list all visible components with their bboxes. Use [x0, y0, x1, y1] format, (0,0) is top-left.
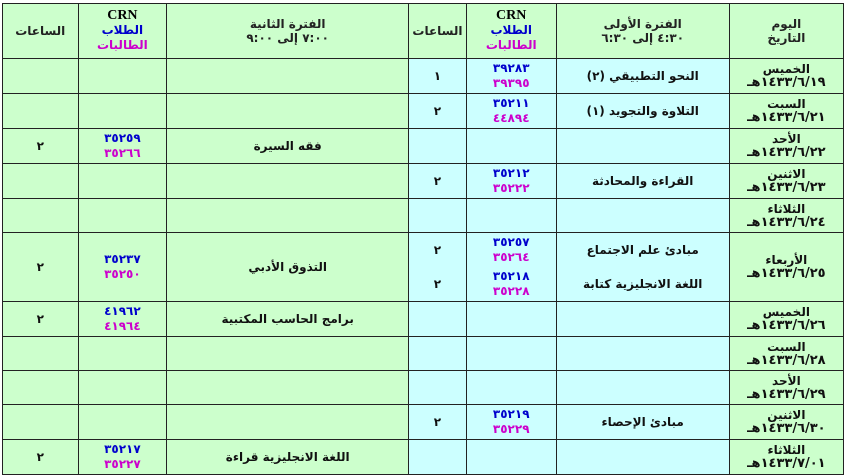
crn-pair: [79, 302, 167, 336]
day-date-cell: [729, 129, 843, 164]
p1-course-cell: [556, 302, 729, 337]
schedule-row: [3, 94, 844, 129]
course-name: فقه السيرة: [253, 139, 322, 153]
header-male-label: الطلاب: [490, 23, 532, 37]
course-name: مبادئ علم الاجتماع: [586, 243, 699, 257]
date-value: ١٤٣٣/٦/٢٦هـ: [747, 318, 826, 333]
p2-crn-cell: [78, 199, 167, 233]
p2-course-cell: [167, 405, 409, 440]
p1-crn-cell: [466, 129, 556, 164]
crn-pair: [467, 94, 556, 128]
p2-hours-cell: [3, 233, 79, 302]
p2-course-cell: [167, 337, 409, 371]
p1-crn-cell: [466, 233, 556, 302]
course-name: اللغة الانجليزية كتابة: [583, 277, 703, 291]
course-name: مبادئ الإحصاء: [601, 415, 684, 429]
day-date-cell: [729, 199, 843, 233]
credit-hours: ٢: [433, 243, 442, 257]
crn-female: ٣٥٢٢٨: [492, 284, 530, 298]
schedule-body: [3, 59, 844, 475]
header-period1-time: ٤:٣٠ إلى ٦:٣٠: [601, 31, 685, 45]
header-period1-title: الفترة الأولى: [603, 17, 682, 31]
p2-hours-cell: [3, 337, 79, 371]
day-name: الأربعاء: [765, 253, 808, 267]
day-date-cell: [729, 302, 843, 337]
schedule-row: [3, 371, 844, 405]
p1-course-cell: [556, 371, 729, 405]
header-crn-label: CRN: [107, 8, 138, 23]
crn-male: ٤١٩٦٢: [104, 304, 141, 318]
exam-schedule-table: [2, 3, 844, 475]
header-hours-label: الساعات: [15, 24, 66, 38]
p2-hours-cell: [3, 405, 79, 440]
p2-course-cell: [167, 199, 409, 233]
crn-female: ٣٥٢٥٠: [104, 267, 141, 281]
crn-male: ٣٥٢٣٧: [104, 252, 141, 266]
p1-hours-cell: [409, 94, 467, 129]
p1-course-cell: [556, 440, 729, 475]
crn-male: ٣٥٢١٨: [492, 269, 530, 283]
p2-crn-cell: [78, 302, 167, 337]
header-female-label: الطالبات: [96, 38, 148, 52]
header-day-date: [729, 4, 843, 59]
header-crn-label: CRN: [496, 8, 527, 23]
p2-course-cell: [167, 371, 409, 405]
p2-hours-cell: [3, 164, 79, 199]
crn-male: ٣٥٢٥٧: [492, 235, 530, 249]
crn-pair: [467, 59, 556, 93]
header-hours-1: [409, 4, 467, 59]
p2-crn-cell: [78, 371, 167, 405]
date-value: ١٤٣٣/٦/٢٨هـ: [747, 352, 826, 368]
p2-crn-cell: [78, 94, 167, 129]
crn-male: ٣٥٢١٧: [104, 442, 141, 456]
date-value: ١٤٣٣/٦/٢٢هـ: [747, 145, 826, 160]
crn-pair: [467, 267, 556, 301]
crn-male: ٣٩٢٨٣: [492, 61, 530, 75]
p2-crn-cell: [78, 59, 167, 94]
day-name: الخميس: [762, 62, 810, 76]
crn-female: ٣٥٢٢٩: [492, 422, 530, 436]
day-name: الثلاثاء: [767, 201, 806, 216]
day-name: الأحد: [772, 132, 801, 146]
crn-male: ٣٥٢١١: [492, 96, 530, 110]
p2-hours-cell: [3, 94, 79, 129]
p2-course-cell: [167, 59, 409, 94]
p1-course-cell: [556, 59, 729, 94]
p2-crn-cell: [78, 164, 167, 199]
crn-pair: [467, 405, 556, 439]
schedule-row: [3, 302, 844, 337]
day-date-cell: [729, 59, 843, 94]
p1-crn-cell: [466, 440, 556, 475]
p1-crn-cell: [466, 371, 556, 405]
p2-hours-cell: [3, 199, 79, 233]
crn-female: ٣٥٢٦٦: [104, 146, 141, 160]
p2-course-cell: [167, 164, 409, 199]
crn-pair: [79, 129, 167, 163]
crn-female: ٣٩٣٩٥: [492, 76, 530, 90]
schedule-row: [3, 233, 844, 302]
crn-male: ٣٥٢٥٩: [104, 131, 141, 145]
day-name: الاثنين: [767, 408, 806, 422]
day-date-cell: [729, 440, 843, 475]
p1-crn-cell: [466, 59, 556, 94]
p1-course-cell: [556, 233, 729, 302]
course-name: برامج الحاسب المكتبية: [221, 312, 354, 326]
schedule-row: [3, 405, 844, 440]
p1-hours-cell: [409, 371, 467, 405]
header-female-label: الطالبات: [485, 38, 537, 52]
day-date-cell: [729, 164, 843, 199]
credit-hours: ٢: [433, 415, 442, 429]
p1-hours-cell: [409, 233, 467, 302]
p2-course-cell: [167, 233, 409, 302]
header-period2-title: الفترة الثانية: [249, 17, 326, 31]
p1-course-cell: [556, 94, 729, 129]
p1-crn-cell: [466, 302, 556, 337]
header-row: [3, 4, 844, 59]
p1-crn-cell: [466, 94, 556, 129]
p2-crn-cell: [78, 233, 167, 302]
p1-course-cell: [556, 129, 729, 164]
day-name: الأحد: [772, 373, 801, 388]
p1-hours-cell: [409, 199, 467, 233]
course-name: النحو التطبيقي (٢): [586, 69, 699, 83]
header-day: اليوم: [771, 17, 802, 31]
course-name: القراءة والمحادثة: [591, 174, 694, 188]
p1-hours-cell: [409, 129, 467, 164]
credit-hours: ٢: [36, 312, 44, 326]
p1-hours-cell: [409, 164, 467, 199]
crn-pair: [467, 164, 556, 198]
day-date-cell: [729, 371, 843, 405]
p1-course-cell: [556, 164, 729, 199]
date-value: ١٤٣٣/٧/٠١هـ: [747, 456, 826, 471]
p1-crn-cell: [466, 199, 556, 233]
p1-course-cell: [556, 405, 729, 440]
crn-female: ٤١٩٦٤: [104, 319, 141, 333]
day-name: السبت: [767, 339, 806, 354]
p1-hours-cell: [409, 337, 467, 371]
crn-pair: [79, 250, 167, 284]
p1-course-cell: [556, 337, 729, 371]
day-date-cell: [729, 337, 843, 371]
p2-course-cell: [167, 302, 409, 337]
header-crn-1: [466, 4, 556, 59]
p1-crn-cell: [466, 405, 556, 440]
day-name: الثلاثاء: [767, 443, 806, 457]
p1-hours-cell: [409, 59, 467, 94]
date-value: ١٤٣٣/٦/٣٠هـ: [747, 421, 826, 436]
p1-hours-cell: [409, 405, 467, 440]
p1-crn-cell: [466, 164, 556, 199]
date-value: ١٤٣٣/٦/٢٩هـ: [747, 386, 826, 402]
day-date-cell: [729, 233, 843, 302]
p2-hours-cell: [3, 59, 79, 94]
course-name: اللغة الانجليزية قراءة: [225, 450, 350, 464]
p2-crn-cell: [78, 405, 167, 440]
schedule-row: [3, 59, 844, 94]
schedule-row: [3, 129, 844, 164]
crn-male: ٣٥٢١٢: [492, 166, 530, 180]
date-value: ١٤٣٣/٦/١٩هـ: [747, 75, 826, 90]
crn-pair: [79, 440, 167, 474]
day-name: السبت: [767, 97, 806, 111]
p2-hours-cell: [3, 371, 79, 405]
p2-course-cell: [167, 129, 409, 164]
course-name: التلاوة والتجويد (١): [586, 104, 699, 118]
header-date: التاريخ: [767, 31, 806, 45]
credit-hours: ٢: [36, 260, 44, 274]
credit-hours: ٢: [36, 139, 44, 153]
p2-crn-cell: [78, 129, 167, 164]
crn-pair: [467, 233, 556, 267]
header-hours-label: الساعات: [412, 24, 463, 38]
credit-hours: ٢: [433, 277, 442, 291]
day-date-cell: [729, 405, 843, 440]
header-period2-time: ٧:٠٠ إلى ٩:٠٠: [246, 31, 330, 45]
crn-female: ٣٥٢٢٧: [104, 457, 141, 471]
header-male-label: الطلاب: [101, 23, 144, 37]
p1-hours-cell: [409, 302, 467, 337]
p1-hours-cell: [409, 440, 467, 475]
p2-crn-cell: [78, 440, 167, 475]
date-value: ١٤٣٣/٦/٢١هـ: [747, 110, 826, 125]
p2-hours-cell: [3, 302, 79, 337]
schedule-row: [3, 164, 844, 199]
credit-hours: ٢: [433, 104, 442, 118]
p2-crn-cell: [78, 337, 167, 371]
credit-hours: ١: [433, 69, 442, 83]
p2-hours-cell: [3, 440, 79, 475]
course-name: التذوق الأدبي: [248, 260, 328, 274]
day-date-cell: [729, 94, 843, 129]
credit-hours: ٢: [433, 174, 442, 188]
header-hours-2: [3, 4, 79, 59]
p2-hours-cell: [3, 129, 79, 164]
crn-male: ٣٥٢١٩: [492, 407, 530, 421]
schedule-row: [3, 337, 844, 371]
date-value: ١٤٣٣/٦/٢٣هـ: [747, 180, 826, 195]
schedule-row: [3, 199, 844, 233]
day-name: الخميس: [762, 305, 810, 319]
crn-female: ٤٤٨٩٤: [492, 111, 530, 125]
header-crn-2: [78, 4, 167, 59]
header-period2: [167, 4, 409, 59]
date-value: ١٤٣٣/٦/٢٤هـ: [747, 214, 826, 230]
date-value: ١٤٣٣/٦/٢٥هـ: [747, 266, 826, 281]
p1-course-cell: [556, 199, 729, 233]
crn-female: ٣٥٢٢٢: [492, 181, 530, 195]
header-period1: [556, 4, 729, 59]
day-name: الاثنين: [767, 167, 806, 181]
p2-course-cell: [167, 440, 409, 475]
credit-hours: ٢: [36, 450, 44, 464]
crn-female: ٣٥٢٦٤: [492, 250, 530, 264]
p1-crn-cell: [466, 337, 556, 371]
p2-course-cell: [167, 94, 409, 129]
schedule-row: [3, 440, 844, 475]
